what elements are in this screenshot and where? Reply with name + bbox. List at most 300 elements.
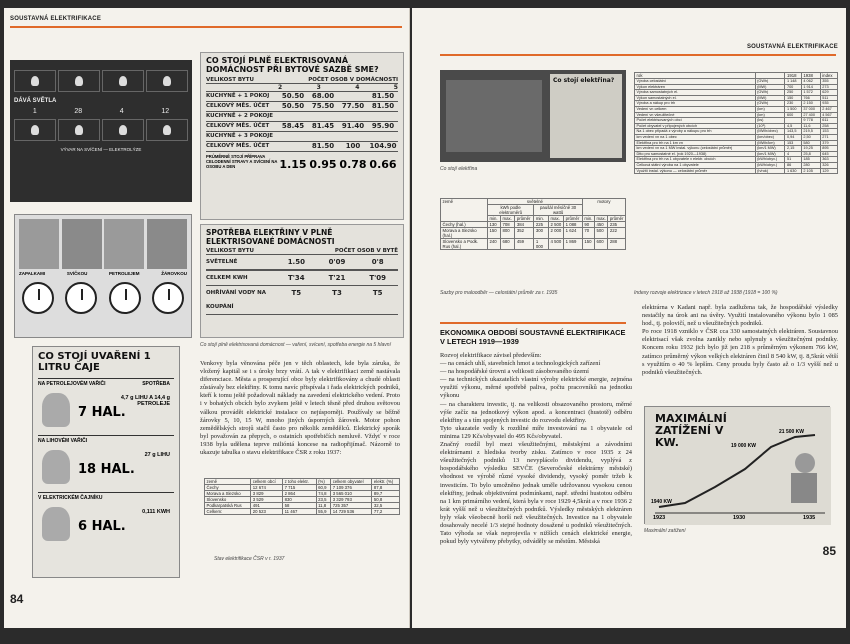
tariff-cell: 600 (595, 239, 608, 250)
index-cell: Výroba samostatných el. (635, 90, 756, 96)
tariff-head-cell: průměr (564, 216, 583, 222)
cost-row-label: KUCHYNĚ + 3 POKOJE (206, 133, 273, 139)
index-cell: Využití instal. výkonu — celostátní průměr (635, 168, 756, 174)
clock-icon (109, 282, 141, 314)
tariff-cell: 225 (534, 222, 549, 228)
tariff-cell: 2 000 (549, 228, 564, 239)
index-cell: 258 (820, 123, 837, 129)
table-cell: 11,8 (316, 503, 331, 509)
index-cell: 935 (820, 101, 837, 107)
table-cell: 87,8 (372, 485, 400, 491)
consumption-row-value: T5 (372, 289, 383, 297)
tariff-head-cell: země (441, 199, 488, 222)
tea-item-label: NA PETROLEJOVÉM VAŘIČI (38, 381, 106, 387)
tariff-head-cell: max. (501, 216, 515, 222)
table-cell: 60,9 (316, 485, 331, 491)
cost-poster-rows (206, 92, 398, 152)
tariff-cell: 680 (501, 239, 515, 250)
index-cell: 700 (785, 84, 801, 90)
index-cell: Počet obyvatel v připojených obcích (635, 123, 756, 129)
index-cell: 2,50 (801, 134, 820, 140)
kettle-icon (42, 393, 70, 427)
tariff-head-cell: paušál měsíčně 30 wattů (534, 205, 583, 216)
cost-poster-title: CO STOJÍ PLNĚ ELEKTRISOVANÁ DOMÁCNOST PŘI BYTOVÉ SAZBĚ SME? (206, 56, 379, 74)
left-page (4, 8, 410, 628)
graph-year: 1935 (803, 515, 816, 521)
cost-col: 5 (393, 84, 398, 91)
index-cell: (MW) (755, 84, 785, 90)
cost-head-cell: POČET OSOB V DOMÁCNOSTI (308, 77, 398, 83)
clock-label: ZAPALKAMI (19, 271, 46, 276)
body-text (200, 360, 400, 457)
index-cell: (10⁶) (755, 123, 785, 129)
tea-poster (32, 346, 180, 578)
tea-item-side: SPOTŘEBA (142, 381, 170, 387)
consumption-head (206, 248, 398, 255)
index-cell: (km/1 MW) (755, 146, 785, 152)
consumption-row-label: OHŘÍVÁNÍ VODY NA KOUPÁNÍ (206, 290, 267, 310)
tariff-cell: 130 (487, 222, 500, 228)
index-cell: 153 (785, 140, 801, 146)
clock-label: SVÍČKOU (66, 271, 88, 276)
index-cell: 143,5 (785, 129, 801, 135)
index-cell: 11,6 (801, 123, 820, 129)
index-cell: Výkon elektráren (635, 84, 756, 90)
index-grid (634, 72, 838, 174)
index-cell: 25,8 (801, 151, 820, 157)
cost-row-value: 81.45 (311, 122, 335, 130)
table-cell: 3 565 010 (331, 491, 372, 497)
index-cell: 129 (820, 168, 837, 174)
tariff-cell: 708 (501, 222, 515, 228)
tariff-cell: 1 088 (564, 222, 583, 228)
tariff-cell: 150 (487, 228, 500, 239)
cost-row-value (368, 132, 398, 141)
cost-row-value: 50.50 (281, 92, 305, 100)
lamp-cell (58, 119, 100, 141)
table-header-cell: z toho elektr. (283, 479, 317, 485)
tariff-cell: Slovensko a Podk. Rus (hal.) (441, 239, 488, 250)
index-cell: Výroba a nákup pro trh (635, 101, 756, 107)
lamp-cell (102, 119, 144, 141)
index-cell: Elektřina pro trh na 1 obyvatele v elektr. obcích (635, 157, 756, 163)
figure-illustration (62, 219, 102, 269)
cost-row-value: 104.90 (369, 142, 397, 150)
index-cell: 355 (820, 79, 837, 85)
consumption-head-cell: POČET OSOB V BYTĚ (334, 248, 398, 254)
lamp-cell (14, 119, 56, 141)
table-cell: 7 109 376 (331, 485, 372, 491)
table-header-cell: celkem obcí (251, 479, 283, 485)
consumption-rows (206, 255, 398, 315)
consumption-row-label: CELKEM KWH (206, 275, 248, 281)
cost-row (206, 112, 398, 122)
consumption-row-value: 1.50 (287, 258, 305, 266)
index-cell: 511 (820, 95, 837, 101)
index-cell: 185 (801, 157, 820, 163)
consumption-row-value: T'21 (328, 274, 346, 282)
tariff-cell: 352 (515, 228, 534, 239)
lamp-cell (146, 119, 188, 141)
table-caption: Stav elektrifikace ČSR v r. 1937 (214, 556, 285, 562)
tariff-cell: 450 (595, 222, 608, 228)
cost-row-value: 100 (345, 142, 361, 150)
section-paragraph: — na charakteru investic, tj. na velikosti obsazovaného prostoru, měrné výše začíz na jednotkový výkon apod. a koncentraci (hustotě) odběru elektřiny a s tím spojených investic do rozvodu elektřiny. (440, 400, 632, 424)
graph-label: 21 500 KW (779, 429, 805, 435)
tariff-head-cell: průměr (515, 216, 534, 222)
lamp-cell (58, 70, 100, 92)
tariff-cell: 240 (487, 239, 500, 250)
consumption-poster-title: SPOTŘEBA ELEKTŘINY V PLNĚ ELEKTRISOVANÉ DOMÁCNOSTI (206, 228, 335, 246)
photo-figure (446, 80, 542, 152)
lamps-grid-2 (14, 119, 188, 141)
graph-label: 19 000 KW (731, 443, 757, 449)
tariff-head (441, 199, 626, 222)
cost-avg-values (278, 154, 398, 171)
index-cell: (ks) (755, 118, 785, 124)
section-rule (440, 322, 626, 324)
index-cell: 1 500 (785, 106, 801, 112)
clock-label: PETROLEJEM (109, 271, 140, 276)
load-graph (644, 406, 830, 524)
tariff-cell: Morava a Slezsko (hal.) (441, 228, 488, 239)
index-row (635, 168, 838, 174)
tariff-head-cell: průměr (608, 216, 626, 222)
lamps-number: 4 (119, 108, 124, 115)
tariff-cell: 1 869 (564, 239, 583, 250)
tariff-cell: 459 (515, 239, 534, 250)
graph-title: MAXIMÁLNÍ ZATÍŽENÍ V KW. (655, 412, 727, 449)
table-cell: 3 829 (251, 491, 283, 497)
consumption-row (206, 286, 398, 315)
cost-avg-value: 1.15 (279, 158, 307, 171)
cost-head-cell: VELIKOST BYTU (206, 77, 254, 83)
kettle-icon (42, 507, 70, 541)
right-page (412, 8, 846, 628)
cost-row (206, 102, 398, 112)
table-cell: 20 523 (251, 509, 283, 515)
table-header-cell: (%) (316, 479, 331, 485)
running-header: SOUSTAVNÁ ELEKTRIFIKACE (746, 44, 838, 50)
tea-items (38, 378, 174, 544)
cost-poster-head (206, 77, 398, 84)
table-cell: 830 (283, 497, 317, 503)
graph-caption: Maximální zatížení (644, 528, 686, 534)
cost-row-value (338, 92, 368, 101)
tariff-head-cell: světelné (487, 199, 582, 205)
index-cell: 2,15 (785, 146, 801, 152)
tea-item-price: 6 HAL. (78, 519, 126, 534)
photo-poster (550, 74, 622, 158)
index-cell: 19,25 (801, 146, 820, 152)
tariff-head-cell: max. (596, 216, 606, 221)
index-cell: 9 778 (801, 118, 820, 124)
clock-icon (65, 282, 97, 314)
consumption-row-label: SVĚTELNÉ (206, 259, 238, 265)
cost-row (206, 142, 398, 152)
clocks-row (19, 278, 187, 318)
table-cell: Čechy (205, 485, 251, 491)
cost-row-value (368, 112, 398, 121)
index-cell: 4 567 (820, 112, 837, 118)
index-cell: Vedení vn celkem (635, 106, 756, 112)
index-cell: km vedení vn na 1 obec (635, 134, 756, 140)
section-paragraph: Tyto ukazatele vedly k rozdílné míře investování na 1 obyvatele od minima 129 Kčs/obyvatel do 495 Kčs/obyvatel. (440, 424, 632, 440)
clock-label: ŽÁROVKOU (161, 271, 187, 276)
cost-row (206, 92, 398, 102)
index-cell: (kWh/obyv.) (755, 157, 785, 163)
photo-poster-title: Co stojí elektřina? (553, 77, 615, 84)
tariff-head-cell: min. (534, 216, 549, 222)
table-header-cell: elektr. (%) (372, 479, 400, 485)
table-cell: 11 467 (283, 509, 317, 515)
index-cell: (km/obec) (755, 134, 785, 140)
column-paragraph: Po roce 1918 vzniklo v ČSR cca 330 samostatných elektráren. Soustavnou elektrisací však zvolna zanikly nebo splynuly s všeužitečnými podniky. Koncem roku 1932 jich bylo již jen 218 s průměrným výkonem 766 kW, zatímco průměrný výkon velkých elektráren činil 8 540 kW, tj. 8,5krát větší s využitím o 40 % lepším. Ceny proudu byly často až o 1/3 vyšší než u podniků všeužitečných. (642, 328, 838, 376)
table-cell: Celkem: (205, 509, 251, 515)
tariff-row (441, 228, 626, 239)
tea-poster-title: CO STOJÍ UVAŘENÍ 1 LITRU ČAJE (38, 351, 151, 373)
lamps-label: DÁVÁ SVĚTLA (14, 98, 57, 104)
clock-icon (152, 282, 184, 314)
consumption-row-value: T3 (332, 289, 342, 297)
table-cell: 3 529 (251, 497, 283, 503)
cost-poster (200, 52, 404, 220)
cost-row-label: CELKOVÝ MĚS. ÚČET (206, 143, 270, 149)
cost-row-value (278, 112, 308, 121)
table-cell: 2 864 (283, 491, 317, 497)
table-cell: 50,8 (372, 497, 400, 503)
cost-row-label: KUCHYNĚ + 2 POKOJE (206, 113, 273, 119)
index-cell: 611 (820, 118, 837, 124)
running-header: SOUSTAVNÁ ELEKTRIFIKACE (10, 16, 102, 22)
clocks-labels (19, 271, 187, 276)
index-cell: 150 (785, 95, 801, 101)
cost-avg-row (206, 154, 398, 171)
cost-avg-label: PRŮMĚRNĚ STOJÍ PŘÍPRAVA CELODENNÍ STRAVY A SVÍCENÍ NA OSOBU A DEN (206, 154, 278, 169)
character-body (791, 473, 817, 503)
consumption-row (206, 271, 398, 286)
character-head (795, 453, 815, 473)
lamp-cell (102, 70, 144, 92)
index-cell: 1 914 (801, 84, 820, 90)
cost-col: 4 (355, 84, 360, 91)
figure-illustration (19, 219, 59, 269)
tariff-cell: 150 (582, 239, 594, 250)
index-cell: 153 (820, 129, 837, 135)
index-cell: 1 630 (785, 168, 801, 174)
tariff-head-row (441, 199, 626, 205)
index-cell: 219,5 (801, 129, 820, 135)
index-cell: 4 (785, 151, 801, 157)
tariff-cell: 1 624 (564, 228, 583, 239)
index-cell: 2 150 (801, 101, 820, 107)
index-caption: Indexy rozvoje elektrizace v letech 1918 až 1938 (1918 = 100 %) (634, 290, 778, 296)
index-cell: 895 (820, 146, 837, 152)
page-number: 85 (822, 544, 836, 558)
cost-row-value: 68.00 (311, 92, 335, 100)
index-cell: 580 (801, 140, 820, 146)
index-header-cell: 1938 (801, 73, 820, 79)
lamps-number: 28 (74, 108, 83, 115)
tariff-cell: 1 000 (534, 239, 549, 250)
index-cell: (GWh) (755, 101, 785, 107)
tariff-head-cell: motory (582, 199, 625, 216)
header-rule (440, 54, 836, 56)
cost-row-label: CELKOVÝ MĚS. ÚČET (206, 123, 270, 129)
table-cell: 725 357 (331, 503, 372, 509)
table-cell: 23,5 (316, 497, 331, 503)
tariff-cell: 384 (515, 222, 534, 228)
tariff-cell: 288 (608, 239, 626, 250)
photo-caption: Co stojí elektřina (440, 166, 478, 172)
tariff-cell: 500 (595, 228, 608, 239)
index-cell: Výroba celostátní (635, 79, 756, 85)
table-cell: 77,2 (372, 509, 400, 515)
tariff-cell: 235 (608, 222, 626, 228)
graph-year: 1923 (653, 515, 666, 521)
table-cell: Slovensko (205, 497, 251, 503)
body-paragraph: Venkovy byla věnována péče jen v těch oblastech, kde byla záruka, že vložený kapitál se i s úroky brzy vrátí. A tak v elektrifikaci země nastávala diferenciace. Města a prosperující obce byly elektrifikovány a chudé oblasti zůstávaly bez elektřiny. K tomu navíc přispívala i řada elektrických podniků, kteří k tomu ještě požadovali náklady na zavedení elektrického vedení. Proto i v bohatých obcích bylo zvykem ještě v letech těsně před druhou světovou válkou provádět elektrické instalace co nejúsporněji. Používaly se běžně žárovky 5, 10, 15 W, mnoho jiných úsporných žárovek. Motor pohon zemědělských strojů stačil často pro několik zemědělců. Elektrický sporák byl považován za přepych, o ostatních spotřebičích nemluvě. Vždyť v roce 1938 byla udělena teprve milióntá koncese na radiopřijímač. Názorně to ukazuje tabulka o stavu elektrifikace ČSR z roku 1937: (200, 360, 400, 457)
figure-illustration (104, 219, 144, 269)
cost-row-value (308, 112, 338, 121)
index-table (634, 72, 838, 174)
section-paragraph: Rozvoj elektrifikace závisel především: (440, 352, 542, 359)
kettle-icon (42, 450, 70, 484)
index-cell: 4 062 (801, 79, 820, 85)
tariff-head-cell: max. (549, 216, 564, 222)
index-cell: Elektřina pro trh na 1 km vn (635, 140, 756, 146)
consumption-row-value: T5 (291, 289, 302, 297)
index-cell: 1 148 (785, 79, 801, 85)
index-cell: (MWh/km) (755, 140, 785, 146)
index-cell: Vedení vn všeužitečné (635, 112, 756, 118)
consumption-row-value: 0'09 (328, 258, 346, 266)
consumption-head-cell: VELIKOST BYTU (206, 248, 254, 254)
tea-item-label: V ELEKTRICKÉM ČAJNÍKU (38, 495, 103, 501)
header-rule (10, 26, 402, 28)
lamps-grid (14, 70, 188, 92)
index-cell: Výkon samostatných el. (635, 95, 756, 101)
index-cell: 27 400 (801, 112, 820, 118)
index-cell: Počet elektrisovaných obcí (635, 118, 756, 124)
lamps-number: 1 (32, 108, 37, 115)
index-cell: 645 (820, 151, 837, 157)
table-cell: 14 729 536 (331, 509, 372, 515)
table-cell: 7 715 (283, 485, 317, 491)
index-cell: (kWh/obyv.) (755, 162, 785, 168)
tariff-cell: 70 (582, 228, 594, 239)
index-cell: (MWh/obec) (755, 129, 785, 135)
index-cell: 250 (785, 90, 801, 96)
index-cell: 600 (785, 112, 801, 118)
cost-avg-value: 0.95 (309, 158, 337, 171)
section-paragraph: — na cenách uhlí, stavebních hmot a technologických zařízení (440, 360, 601, 368)
consumption-poster (200, 224, 404, 338)
table-cell: 491 (251, 503, 283, 509)
column-text (642, 304, 838, 377)
index-header-cell: 1918 (785, 73, 801, 79)
cost-col: 2 (278, 84, 283, 91)
index-cell: 37 000 (801, 106, 820, 112)
index-cell: (km) (755, 106, 785, 112)
index-cell: (km) (755, 112, 785, 118)
cost-row (206, 122, 398, 132)
tea-item (38, 378, 174, 430)
cost-row-value: 95.90 (371, 122, 395, 130)
table-1937 (204, 478, 400, 515)
index-cell: 326 (820, 162, 837, 168)
cost-row-value: 81.50 (371, 92, 395, 100)
index-cell: 271 (820, 134, 837, 140)
table-cell: 3 329 793 (331, 497, 372, 503)
lamps-number: 12 (161, 108, 170, 115)
index-cell: 0,94 (785, 134, 801, 140)
index-cell: 86 (785, 162, 801, 168)
index-cell: 2 467 (820, 106, 837, 112)
cost-row-value: 50.50 (281, 102, 305, 110)
table-cell: 55,9 (316, 509, 331, 515)
tea-item-amount: 4,7 g LIHU A 14,4 g PETROLEJE (120, 395, 170, 407)
index-cell: 629 (820, 90, 837, 96)
table-header-cell: země (205, 479, 251, 485)
index-cell: Celková státní výroba na 1 obyvatele (635, 162, 756, 168)
index-cell: 230 (785, 101, 801, 107)
tariff-table (440, 198, 626, 250)
table-cell: Morava a Slezsko (205, 491, 251, 497)
index-cell: (MW) (755, 95, 785, 101)
cost-row-value: 81.50 (311, 142, 335, 150)
cost-row-value (278, 142, 308, 151)
lamps-photo (10, 60, 192, 202)
poster-caption: Co stojí plně elektrisovaná domácnost — vaření, svícení, spotřeba energie na 5 hlavní (200, 342, 391, 348)
index-body (635, 79, 838, 174)
index-cell: 1 572 (801, 90, 820, 96)
table-cell: 74,8 (316, 491, 331, 497)
cost-row-value: 77.50 (341, 102, 365, 110)
table-cell: 12 674 (251, 485, 283, 491)
clocks-figures (19, 219, 187, 269)
lamp-cell (14, 70, 56, 92)
graph-year: 1930 (733, 515, 746, 521)
graph-label: 1940 KW (651, 499, 672, 505)
table-header-cell: celkem obyvatel (331, 479, 372, 485)
cost-row-label: CELKOVÝ MĚS. ÚČET (206, 103, 270, 109)
index-cell: Na 1 obec připadá z výroby a nákupu pro trh (635, 129, 756, 135)
index-cell: Dtto pro samostatné el. (rok 1920—1938) (635, 151, 756, 157)
tea-item-price: 7 HAL. (78, 405, 126, 420)
consumption-row-value: 0'8 (371, 258, 384, 266)
section-title: EKONOMIKA OBDOBÍ SOUSTAVNÉ ELEKTRIFIKACE V LETECH 1919—1939 (440, 328, 626, 346)
cost-row-value (308, 132, 338, 141)
tariff-head-cell: min. (584, 216, 593, 221)
cost-row (206, 132, 398, 142)
table-cell: 58 (283, 503, 317, 509)
index-cell: 2 105 (801, 168, 820, 174)
tariff-cell: Čechy (hal.) (441, 222, 488, 228)
index-cell: (GWh) (755, 79, 785, 85)
lamps-foot: VÝVAR NA SVÍČENÍ — ELEKTROLÝZE (60, 147, 142, 152)
cost-row-value (338, 112, 368, 121)
index-header-cell: rok (635, 73, 756, 79)
table-cell: 32,5 (372, 503, 400, 509)
tea-item-price: 18 HAL. (78, 462, 135, 477)
cost-row-value: 81.50 (371, 102, 395, 110)
cost-avg-value: 0.66 (369, 158, 397, 171)
cost-row-label: KUCHYNĚ + 1 POKOJ (206, 93, 270, 99)
cost-row-value (338, 132, 368, 141)
tariff-cell: 90 (582, 222, 594, 228)
tariff-cell: 800 (501, 228, 515, 239)
